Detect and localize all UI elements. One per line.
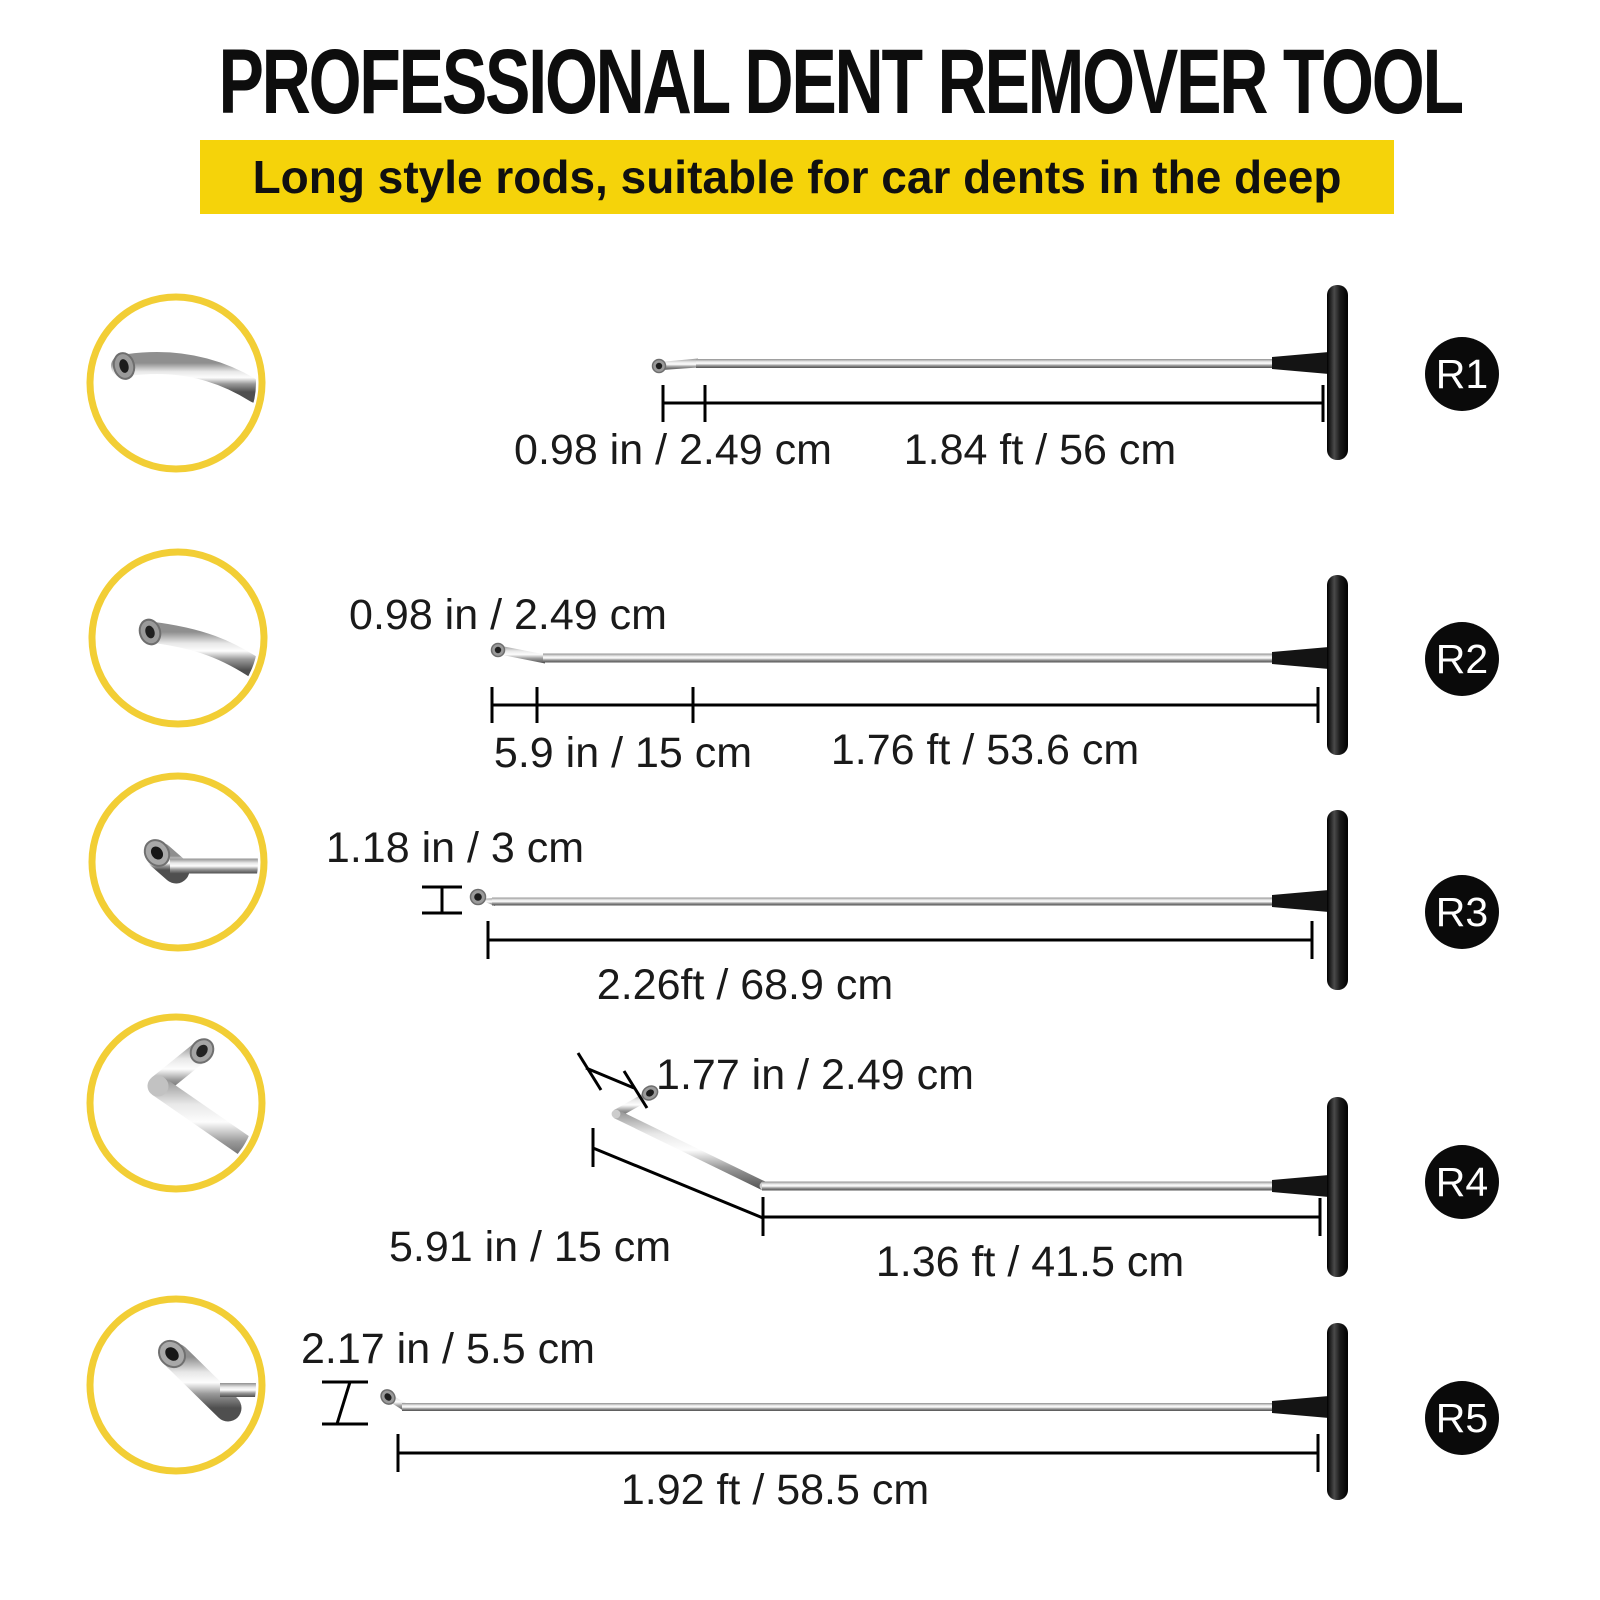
r3-tip-dimension-label: 1.18 in / 3 cm: [325, 824, 585, 872]
rod-r2-graphic: [92, 552, 1348, 755]
tip-detail-circle-r1: [90, 297, 262, 469]
rod-r3-graphic: [92, 776, 1348, 990]
handle-collar-r4: [1272, 1175, 1329, 1197]
r4-tip-dimension-label: 1.77 in / 2.49 cm: [656, 1051, 974, 1099]
rod-r3-shaft: [471, 890, 1275, 907]
t-handle-r4: [1327, 1097, 1348, 1277]
rod-r1-shaft: [653, 359, 1275, 373]
r2-length-dimension-label: 1.76 ft / 53.6 cm: [830, 726, 1140, 774]
handle-collar-r3: [1272, 890, 1329, 912]
t-handle-r5: [1327, 1323, 1348, 1500]
badge-r4: R4: [1425, 1145, 1499, 1219]
badge-r5: R5: [1425, 1381, 1499, 1455]
r5-length-dimension-label: 1.92 ft / 58.5 cm: [620, 1466, 930, 1514]
handle-collar-r1: [1272, 352, 1329, 374]
r2-segment-dimension-label: 5.9 in / 15 cm: [493, 729, 753, 777]
page-title-text: PROFESSIONAL DENT REMOVER TOOL: [218, 31, 1462, 133]
handle-collar-r5: [1272, 1396, 1329, 1418]
t-handle-r3: [1327, 810, 1348, 990]
rod-r2-shaft: [492, 644, 1275, 664]
rod-r4-shaft: [612, 1083, 1274, 1190]
tip-detail-circle-r4: [90, 1017, 268, 1189]
r4-segment-dimension-label: 5.91 in / 15 cm: [388, 1223, 672, 1271]
t-handle-r2: [1327, 575, 1348, 755]
r4-length-dimension-label: 1.36 ft / 41.5 cm: [875, 1238, 1185, 1286]
badge-r2: R2: [1425, 622, 1499, 696]
subtitle-text: Long style rods, suitable for car dents in the deep: [252, 151, 1342, 203]
t-handle-r1: [1327, 285, 1348, 460]
rod-r5-shaft: [378, 1387, 1274, 1411]
dimension-lines-r1: [663, 385, 1323, 422]
handle-collar-r2: [1272, 647, 1329, 669]
tip-detail-circle-r2: [92, 552, 264, 724]
badge-r1: R1: [1425, 337, 1499, 411]
r1-tip-dimension-label: 0.98 in / 2.49 cm: [514, 426, 832, 474]
r3-length-dimension-label: 2.26ft / 68.9 cm: [596, 961, 894, 1009]
r1-length-dimension-label: 1.84 ft / 56 cm: [903, 426, 1177, 474]
tip-detail-circle-r5: [90, 1299, 295, 1471]
r2-tip-dimension-label: 0.98 in / 2.49 cm: [349, 591, 667, 639]
badge-r3: R3: [1425, 875, 1499, 949]
dimension-lines-r2: [492, 687, 1318, 723]
r5-tip-dimension-label: 2.17 in / 5.5 cm: [301, 1325, 595, 1373]
tip-detail-circle-r3: [92, 776, 265, 948]
dimension-lines-r5: [322, 1382, 1318, 1472]
